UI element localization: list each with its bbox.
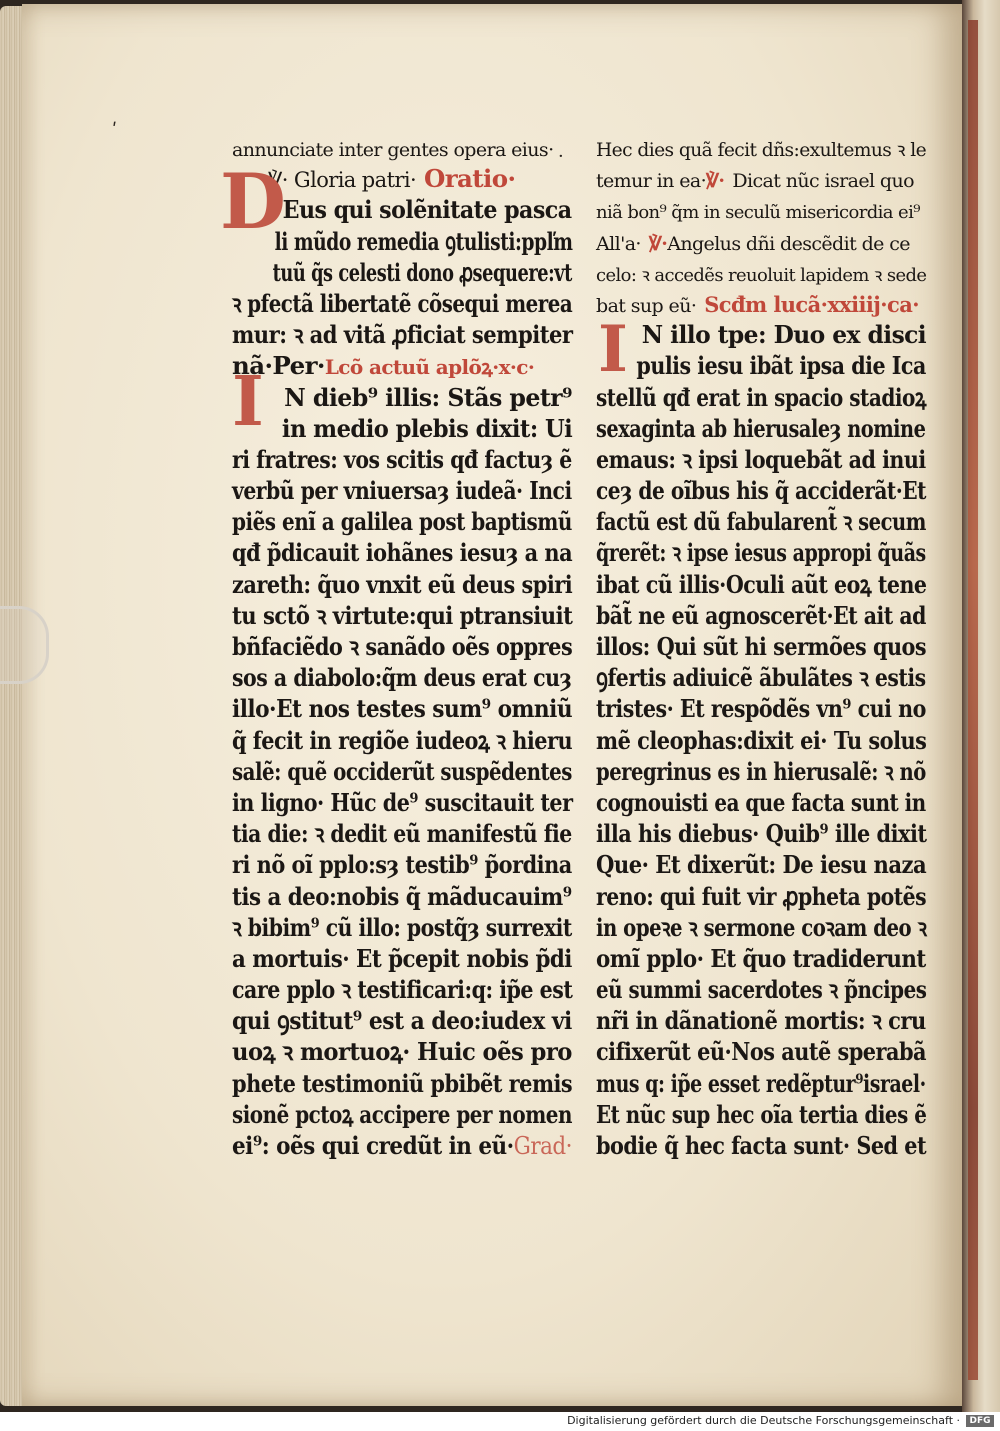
text-line: ei⁹: oẽs qui credũt in eũ·Grad· — [232, 1131, 572, 1160]
text-line: qui ꝯstitut⁹ est a deo:iudex vi — [232, 1006, 572, 1036]
text-line: temur in ea·℣· Dicat nũc israel quo — [596, 170, 914, 193]
text-line: ꝯfertis adiuicẽ ãbulãtes ꝛ estis — [596, 663, 926, 693]
left-text-column — [232, 132, 572, 1161]
text-line: mus q: ip̃e esset redẽptur⁹israel· — [596, 1068, 926, 1098]
text-line: ri fratres: vos scitis qđ factuȝ ẽ — [232, 444, 572, 474]
text-line: verbũ per vniuersaȝ iudeã· Inci — [232, 476, 572, 506]
text-line: ꝛ bibim⁹ cũ illo: postq̃ȝ surrexit — [232, 912, 572, 942]
text-line: salẽ: quẽ occiderũt suspẽdentes — [232, 756, 572, 786]
rubric-sequentia: Scđm lucã·xxiiij·ca· — [704, 291, 919, 317]
text-line: annunciate inter gentes opera eius· — [232, 139, 554, 161]
text-line: Eus qui solẽnitate pasca — [282, 195, 572, 225]
footer-bar — [0, 1412, 1000, 1431]
text-line: in ligno· Hũc de⁹ suscitauit ter — [232, 787, 573, 817]
text-line: sexaginta ab hierusaleȝ nomine — [596, 413, 926, 443]
initial-i-right: I — [598, 312, 628, 387]
text-line: niã bon⁹ q̃m in seculũ misericordia ei⁹ — [596, 202, 920, 224]
rubric-oratio: Oratio· — [423, 164, 516, 194]
versicle-mark: ℣· — [706, 170, 725, 193]
text-line: ceȝ de oĩbus his q̃ acciderãt·Et — [596, 476, 926, 506]
text-line: q̃rerẽt: ꝛ ipse iesus appropi q̃uãs — [596, 538, 926, 568]
text-line: omĩ pplo· Et q̃uo tradiderunt — [596, 943, 926, 973]
text-line: ri nõ oĩ pplo:sȝ testib⁹ p̃ordina — [232, 850, 572, 880]
text-line: in opeꝛe ꝛ sermone coꝛam deo ꝛ — [596, 912, 927, 942]
text-line: illa his diebus· Quib⁹ ille dixit — [596, 819, 927, 849]
adjacent-leaf-edge — [962, 0, 1000, 1412]
text-line: qđ p̃dicauit iohãnes iesuȝ a na — [232, 538, 573, 568]
text-line: nr̃i in dãnationẽ mortis: ꝛ cru — [596, 1006, 926, 1036]
text-line: mẽ cleophas:dixit ei· Tu solus — [596, 725, 927, 755]
text-line: N illo tpe: Duo ex disci — [641, 320, 927, 350]
red-page-edge — [968, 20, 978, 1380]
text-line: N dieb⁹ illis: Stãs petr⁹ — [284, 382, 572, 412]
ink-mark: ʹ — [112, 120, 118, 141]
ink-mark: · — [558, 146, 564, 167]
text-line: bat sup eũ· Scđm lucã·xxiiij·ca· — [596, 291, 919, 317]
footer-credit: Digitalisierung gefördert durch die Deutsche Forschungsgemeinschaft · — [567, 1414, 960, 1427]
text-line: tis a deo:nobis q̃ mãducauim⁹ — [232, 881, 572, 911]
text-line: factũ est dũ fabularent̃ ꝛ secum — [596, 507, 926, 537]
text-line: ℣· Gloria patri· Oratio· — [268, 164, 516, 194]
text-line: celo: ꝛ accedẽs reuoluit lapidem ꝛ sede — [596, 264, 927, 286]
text-line: a mortuis· Et p̃cepit nobis p̃di — [232, 943, 572, 973]
text-line: tuũ q̃s celesti dono ꝓsequere:vt — [272, 257, 572, 287]
text-line: care pplo ꝛ testificari:q: ip̃e est — [232, 975, 573, 1005]
text-line: All'a· ℣·Angelus dñi descẽdit de ce — [596, 232, 910, 255]
text-line: illo·Et nos testes sum⁹ omniũ — [232, 694, 573, 724]
text-line: piẽs enĩ a galilea post baptismũ — [232, 507, 572, 537]
text-line: bodie q̃ hec facta sunt· Sed et — [596, 1131, 927, 1160]
versicle-mark-2: ℣· — [648, 232, 668, 255]
text-line: stellũ qđ erat in spacio stadioꝝ — [596, 382, 927, 412]
dfg-logo: DFG — [966, 1415, 994, 1427]
text-line: uoꝝ ꝛ mortuoꝝ· Huic oẽs pro — [232, 1037, 572, 1067]
rubric-lectio: Lcõ actuũ aplõꝝ·x·c· — [324, 355, 535, 380]
right-text-column — [596, 132, 926, 1161]
text-line: sos a diabolo:q̃m deus erat cuȝ — [232, 663, 572, 693]
text-line: tristes· Et respõdẽs vn⁹ cui no — [596, 694, 926, 724]
initial-i-left: I — [232, 362, 264, 442]
text-line: Que· Et dixerũt: De iesu naza — [596, 850, 927, 880]
initial-d: D — [220, 157, 286, 246]
rubric-grad: Grad· — [513, 1131, 572, 1160]
text-line: illos: Qui sũt hi sermões quos — [596, 632, 927, 661]
text-line: emaus: ꝛ ipsi loquebãt ad inui — [596, 444, 926, 474]
text-line: q̃ fecit in regiõe iudeoꝝ ꝛ hieru — [232, 725, 573, 755]
text-line: ibat cũ illis·Oculi aũt eoꝝ tene — [596, 569, 927, 599]
text-line: phete testimoniũ pbibẽt remis — [232, 1068, 573, 1098]
text-line: bñfaciẽdo ꝛ sanãdo oẽs oppres — [232, 632, 573, 661]
text-line: reno: qui fuit vir ꝓpheta potẽs — [596, 881, 927, 911]
text-line: peregrinus es in hierusalẽ: ꝛ nõ — [596, 756, 926, 786]
text-line: nã·Per·Lcõ actuũ aplõꝝ·x·c· — [232, 351, 535, 381]
text-line: mur: ꝛ ad vitã ꝓficiat sempiter — [232, 320, 573, 350]
text-line: in medio plebis dixit: Ui — [281, 413, 573, 443]
text-line: Et nũc sup hec oĩa tertia dies ẽ — [596, 1099, 927, 1129]
text-line: li mũdo remedia ꝯtulisti:ppľm — [274, 226, 573, 256]
text-line: cifixerũt eũ·Nos autẽ sperabã — [596, 1037, 927, 1067]
text-line: bãt̃ ne eũ agnoscerẽt·Et ait ad — [596, 600, 926, 630]
text-line: tia die: ꝛ dedit eũ manifestũ fie — [232, 819, 572, 849]
text-line: eũ summi sacerdotes ꝛ p̃ncipes — [596, 975, 927, 1005]
clasp-band — [0, 606, 49, 684]
text-line: pulis iesu ibãt ipsa die Ica — [636, 351, 926, 381]
text-line: tu sctõ ꝛ virtute:qui ptransiuit — [232, 600, 573, 630]
text-line: ꝛ pfectã libertatẽ cõsequi merea — [232, 288, 573, 318]
text-line: Hec dies quã fecit dñs:exultemus ꝛ le — [596, 139, 927, 161]
text-line: zareth: q̃uo vnxit eũ deus spiri — [232, 569, 573, 599]
text-line: cognouisti ea que facta sunt in — [596, 787, 926, 817]
text-line: sionẽ pctoꝝ accipere per nomen — [232, 1099, 572, 1129]
